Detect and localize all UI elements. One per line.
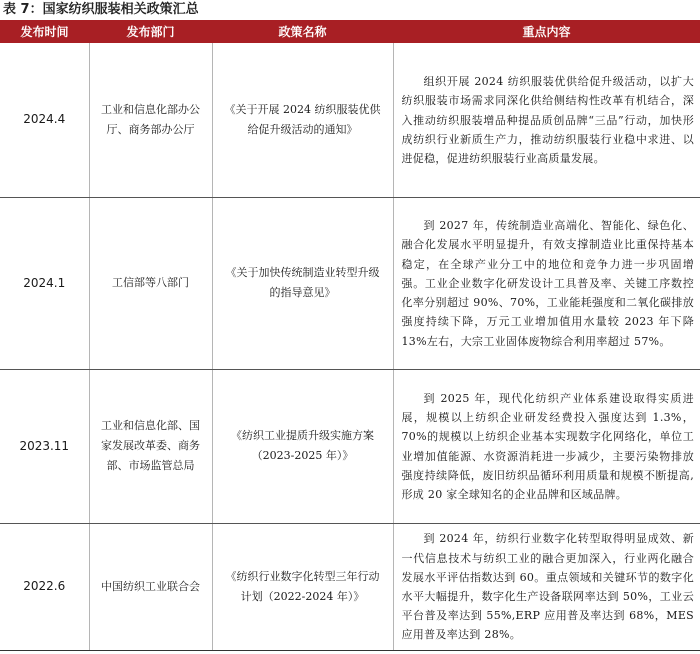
row-content: 组织开展 2024 纺织服装优供给促升级活动，以扩大纺织服装市场需求同深化供给侧结构性改革有机结合，深入推动纺织服装增品种提品质创品牌“三品”行动，加快形成纺织行业新质生产力，推动纺织服装行业稳中求进、以进促稳，促进纺织服装行业高质量发展。 bbox=[393, 43, 700, 197]
header-policy: 政策名称 bbox=[212, 20, 393, 43]
header-content: 重点内容 bbox=[393, 20, 700, 43]
row-content: 到 2027 年，传统制造业高端化、智能化、绿色化、融合化发展水平明显提升，有效支撑制造业比重保持基本稳定，在全球产业分工中的地位和竞争力进一步巩固增强。工业企业数字化研发设计工具普及率、关键工序数控化率分别超过 90%、70%，工业能耗强度和二氧化碳排放强度持续下降，万元工业增加值用水量较 2023 年下降 13%左右，大宗工业固体废物综合利用率超过 57%。 bbox=[393, 197, 700, 369]
row-date: 2024.1 bbox=[0, 197, 89, 369]
row-policy: 《关于加快传统制造业转型升级的指导意见》 bbox=[212, 197, 393, 369]
table-row bbox=[0, 369, 700, 523]
table-row bbox=[0, 523, 700, 650]
header-dept: 发布部门 bbox=[89, 20, 212, 43]
row-policy: 《纺织行业数字化转型三年行动计划（2022-2024 年）》 bbox=[212, 523, 393, 650]
row-dept: 工业和信息化部办公厅、商务部办公厅 bbox=[89, 43, 212, 197]
header-date: 发布时间 bbox=[0, 20, 89, 43]
table-title: 表 7：国家纺织服装相关政策汇总 bbox=[3, 2, 199, 17]
table-row bbox=[0, 43, 700, 197]
policy-table bbox=[0, 20, 700, 651]
row-dept: 工信部等八部门 bbox=[89, 197, 212, 369]
row-dept: 中国纺织工业联合会 bbox=[89, 523, 212, 650]
row-date: 2023.11 bbox=[0, 369, 89, 523]
table-row bbox=[0, 197, 700, 369]
row-date: 2024.4 bbox=[0, 43, 89, 197]
row-date: 2022.6 bbox=[0, 523, 89, 650]
row-content: 到 2025 年，现代化纺织产业体系建设取得实质进展，规模以上纺织企业研发经费投入强度达到 1.3%，70%的规模以上纺织企业基本实现数字化网络化，单位工业增加值能源、水资源消耗进一步减少，主要污染物排放强度持续降低，废旧纺织品循环利用质量和规模不断提高,形成 20 家全球知名的企业品牌和区域品牌。 bbox=[393, 369, 700, 523]
table-header-row bbox=[0, 20, 700, 43]
row-policy: 《关于开展 2024 纺织服装优供给促升级活动的通知》 bbox=[212, 43, 393, 197]
row-content: 到 2024 年，纺织行业数字化转型取得明显成效、新一代信息技术与纺织工业的融合更加深入，行业两化融合发展水平评估指数达到 60。重点领域和关键环节的数字化水平大幅提升，数字化生产设备联网率达到 50%，工业云平台普及率达到 55%,ERP 应用普及率达到 68%，MES 应用普及率达到 28%。 bbox=[393, 523, 700, 650]
row-dept: 工业和信息化部、国家发展改革委、商务部、市场监管总局 bbox=[89, 369, 212, 523]
row-policy: 《纺织工业提质升级实施方案（2023-2025 年）》 bbox=[212, 369, 393, 523]
